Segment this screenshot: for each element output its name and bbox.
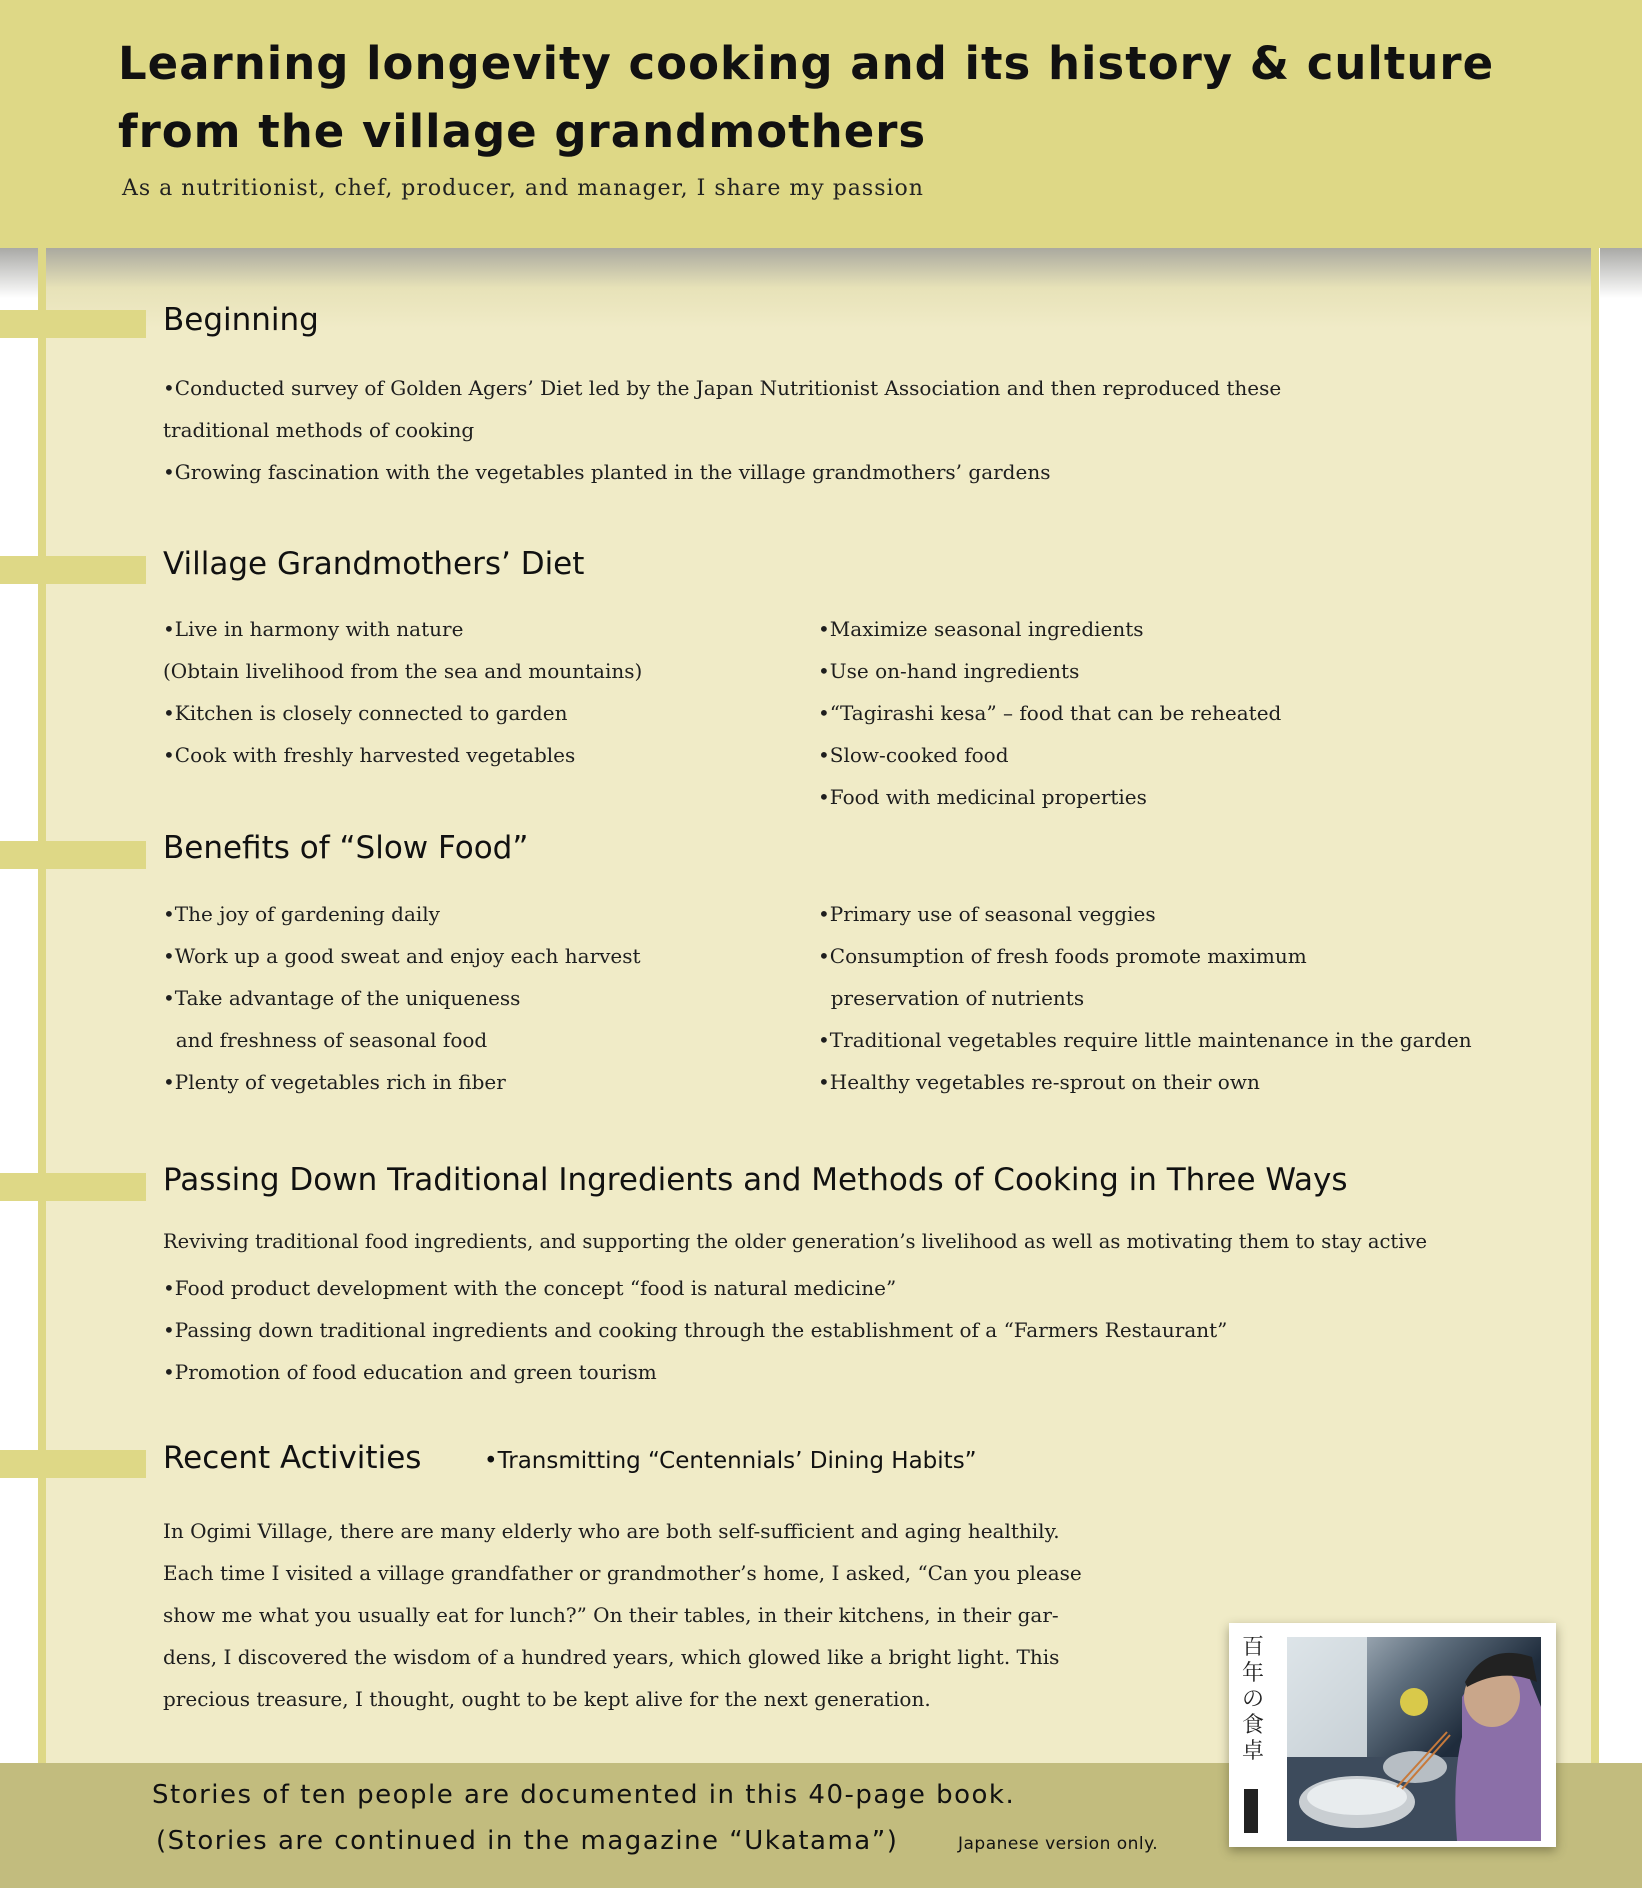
passing-intro: Reviving traditional food ingredients, and supporting the older generation’s livelihood as well as motivating them to stay active <box>163 1230 1428 1253</box>
section-tab-marker <box>0 556 146 584</box>
paragraph-line: precious treasure, I thought, ought to be kept alive for the next generation. <box>163 1687 931 1711</box>
book-title-char: 年 <box>1241 1661 1264 1686</box>
passing-item: •Food product development with the concept “food is natural medicine” <box>163 1276 897 1300</box>
section-title-diet: Village Grandmothers’ Diet <box>163 546 585 582</box>
list-item: •Work up a good sweat and enjoy each harvest <box>163 944 641 968</box>
book-publisher-label <box>1244 1789 1258 1833</box>
list-item: •Plenty of vegetables rich in fiber <box>163 1070 506 1094</box>
book-title-char: の <box>1241 1687 1264 1712</box>
pot-steam <box>1307 1779 1407 1815</box>
section-tab-marker <box>0 841 146 869</box>
right-rail <box>1591 248 1599 1763</box>
page-subtitle: As a nutritionist, chef, producer, and manager, I share my passion <box>122 176 924 201</box>
page-title <box>118 30 1618 166</box>
page-header <box>0 0 1642 248</box>
section-tab-marker <box>0 1450 146 1478</box>
footer-line1: Stories of ten people are documented in this 40-page book. <box>152 1780 1016 1810</box>
page-title-line2: from the village grandmothers <box>118 105 927 158</box>
list-item: •Kitchen is closely connected to garden <box>163 701 568 725</box>
list-item: •Healthy vegetables re-sprout on their own <box>818 1070 1260 1094</box>
benefits-right-list <box>818 893 1472 1103</box>
footer-line2: (Stories are continued in the magazine “Ukatama”) <box>156 1826 899 1856</box>
list-item: •Use on-hand ingredients <box>818 659 1080 683</box>
list-item: •Maximize seasonal ingredients <box>818 617 1144 641</box>
passing-item: •Promotion of food education and green tourism <box>163 1360 657 1384</box>
list-item: preservation of nutrients <box>818 986 1085 1010</box>
benefits-left-list <box>163 893 641 1103</box>
list-item: •The joy of gardening daily <box>163 902 440 926</box>
list-item: •“Tagirashi kesa” – food that can be reheated <box>818 701 1282 725</box>
section-tab-marker <box>0 1173 146 1201</box>
paragraph-line: Each time I visited a village grandfather or grandmother’s home, I asked, “Can you please <box>163 1561 1082 1585</box>
diet-right-list <box>818 608 1281 818</box>
list-item: •Primary use of seasonal veggies <box>818 902 1156 926</box>
header-shadow-right <box>1600 248 1642 298</box>
book-title-char: 食 <box>1241 1713 1264 1738</box>
list-item: •Food with medicinal properties <box>818 785 1147 809</box>
paragraph-line: In Ogimi Village, there are many elderly who are both self-sufficient and aging healthily. <box>163 1519 1060 1543</box>
section-title-passing: Passing Down Traditional Ingredients and Methods of Cooking in Three Ways <box>163 1162 1348 1198</box>
list-item: •Traditional vegetables require little maintenance in the garden <box>818 1028 1472 1052</box>
book-cover-title <box>1239 1635 1267 1765</box>
recent-paragraph <box>163 1510 1153 1720</box>
list-item: (Obtain livelihood from the sea and mountains) <box>163 659 643 683</box>
list-item: •Cook with freshly harvested vegetables <box>163 743 576 767</box>
section-tab-marker <box>0 310 146 338</box>
paragraph-line: dens, I discovered the wisdom of a hundred years, which glowed like a bright light. This <box>163 1645 1060 1669</box>
book-title-char: 卓 <box>1241 1739 1264 1764</box>
section-title-beginning: Beginning <box>163 302 319 338</box>
beginning-line: •Conducted survey of Golden Agers’ Diet led by the Japan Nutritionist Association and then reproduced these <box>163 376 1282 400</box>
left-rail <box>38 248 46 1763</box>
list-item: and freshness of seasonal food <box>163 1028 488 1052</box>
page-title-line1: Learning longevity cooking and its history & culture <box>118 37 1495 90</box>
list-item: •Consumption of fresh foods promote maximum <box>818 944 1307 968</box>
section-title-recent: Recent Activities <box>163 1440 422 1476</box>
cooking-photo <box>1287 1637 1541 1841</box>
list-item: •Take advantage of the uniqueness <box>163 986 521 1010</box>
book-cover-image <box>1229 1623 1556 1847</box>
header-shadow-left <box>0 248 38 298</box>
beginning-line: traditional methods of cooking <box>163 418 475 442</box>
footer-note: Japanese version only. <box>958 1834 1159 1854</box>
section-title-benefits: Benefits of “Slow Food” <box>163 830 529 866</box>
photo-illustration <box>1287 1637 1541 1841</box>
paragraph-line: show me what you usually eat for lunch?” On their tables, in their kitchens, in their gar- <box>163 1603 1059 1627</box>
passing-item: •Passing down traditional ingredients and cooking through the establishment of a “Farmers Restaurant” <box>163 1318 1228 1342</box>
list-item: •Live in harmony with nature <box>163 617 464 641</box>
window-light <box>1287 1637 1367 1757</box>
diet-left-list <box>163 608 642 776</box>
yellow-bowl <box>1400 1688 1428 1716</box>
beginning-line: •Growing fascination with the vegetables planted in the village grandmothers’ gardens <box>163 460 1051 484</box>
book-title-char: 百 <box>1241 1635 1264 1660</box>
recent-subhead: •Transmitting “Centennials’ Dining Habits” <box>484 1448 977 1474</box>
list-item: •Slow-cooked food <box>818 743 1009 767</box>
